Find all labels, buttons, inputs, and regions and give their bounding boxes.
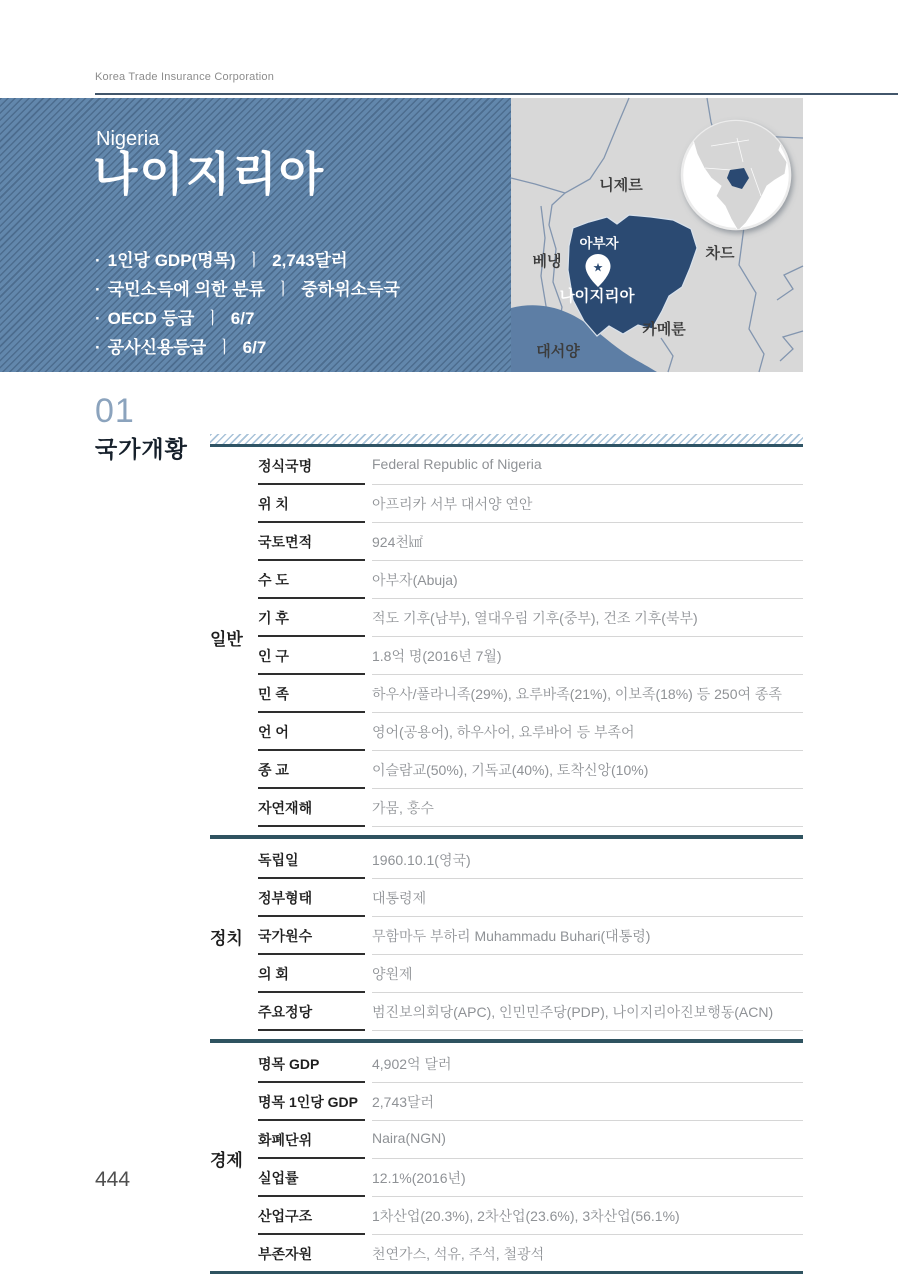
row-value: 아부자(Abuja) bbox=[372, 561, 803, 599]
row-value: 무함마두 부하리 Muhammadu Buhari(대통령) bbox=[372, 917, 803, 955]
label-atlantic: 대서양 bbox=[536, 343, 580, 360]
label-country: 나이지리아 bbox=[559, 288, 635, 305]
row-label: 수 도 bbox=[258, 561, 365, 599]
table-row bbox=[258, 1159, 803, 1197]
row-label: 언 어 bbox=[258, 713, 365, 751]
row-label: 위 치 bbox=[258, 485, 365, 523]
table-row bbox=[258, 1045, 803, 1083]
table-row bbox=[258, 1083, 803, 1121]
table-row bbox=[258, 1197, 803, 1235]
bullet-mark: · bbox=[95, 338, 101, 357]
indicator-label: OECD 등급 bbox=[107, 309, 195, 328]
table-row bbox=[258, 841, 803, 879]
label-niger: 니제르 bbox=[599, 177, 643, 194]
row-value: 12.1%(2016년) bbox=[372, 1159, 803, 1197]
indicator-value: 2,743달러 bbox=[272, 251, 348, 270]
group-politics bbox=[210, 841, 803, 1031]
divider-mark: ㅣ bbox=[245, 251, 263, 270]
row-value: 양원제 bbox=[372, 955, 803, 993]
indicator-label: 국민소득에 의한 분류 bbox=[107, 280, 265, 299]
label-cameroon: 카메룬 bbox=[642, 321, 686, 338]
row-value: Naira(NGN) bbox=[372, 1121, 803, 1159]
divider-mark: ㅣ bbox=[274, 280, 292, 299]
indicator-value: 중하위소득국 bbox=[301, 280, 400, 299]
table-row bbox=[258, 789, 803, 827]
row-value: 가뭄, 홍수 bbox=[372, 789, 803, 827]
row-value: Federal Republic of Nigeria bbox=[372, 447, 803, 485]
row-label: 명목 1인당 GDP bbox=[258, 1083, 365, 1121]
row-label: 산업구조 bbox=[258, 1197, 365, 1235]
table-top-hatch-bar bbox=[210, 434, 803, 447]
bullet-mark: · bbox=[95, 280, 101, 299]
row-value: 대통령제 bbox=[372, 879, 803, 917]
indicator-oecd-grade bbox=[95, 304, 400, 333]
table-row bbox=[258, 447, 803, 485]
indicator-label: 1인당 GDP(명목) bbox=[107, 251, 236, 270]
row-label: 부존자원 bbox=[258, 1246, 313, 1262]
table-row bbox=[258, 751, 803, 789]
row-label: 국가원수 bbox=[258, 917, 365, 955]
group-separator bbox=[210, 1031, 803, 1043]
row-label: 의 회 bbox=[258, 955, 365, 993]
row-value: 이슬람교(50%), 기독교(40%), 토착신앙(10%) bbox=[372, 751, 803, 789]
row-value: 아프리카 서부 대서양 연안 bbox=[372, 485, 803, 523]
indicator-value: 6/7 bbox=[230, 309, 255, 328]
group-economy bbox=[210, 1045, 803, 1271]
row-label: 인 구 bbox=[258, 637, 365, 675]
table-row bbox=[258, 955, 803, 993]
row-label: 정식국명 bbox=[258, 447, 365, 485]
row-label: 종 교 bbox=[258, 751, 365, 789]
row-value: 1차산업(20.3%), 2차산업(23.6%), 3차산업(56.1%) bbox=[372, 1197, 803, 1235]
divider-mark: ㅣ bbox=[204, 309, 221, 328]
table-row bbox=[258, 561, 803, 599]
table-row bbox=[258, 599, 803, 637]
row-value: 범진보의회당(APC), 인민민주당(PDP), 나이지리아진보행동(ACN) bbox=[372, 993, 803, 1031]
organization-name: Korea Trade Insurance Corporation bbox=[95, 71, 275, 83]
table-row bbox=[258, 1235, 803, 1271]
indicator-ksure-grade bbox=[95, 333, 400, 362]
label-chad: 차드 bbox=[705, 245, 735, 262]
row-label: 국토면적 bbox=[258, 523, 365, 561]
divider-mark: ㅣ bbox=[216, 338, 233, 357]
indicator-gdp-per-capita bbox=[95, 246, 400, 275]
bullet-mark: · bbox=[95, 309, 101, 328]
row-value: 영어(공용어), 하우사어, 요루바어 등 부족어 bbox=[372, 713, 803, 751]
table-row bbox=[258, 523, 803, 561]
indicator-value: 6/7 bbox=[242, 338, 267, 357]
row-value: 적도 기후(남부), 열대우림 기후(중부), 건조 기후(북부) bbox=[372, 599, 803, 637]
group-name: 일반 bbox=[210, 629, 243, 649]
group-name: 정치 bbox=[210, 928, 243, 948]
row-value: 924천㎢ bbox=[372, 523, 803, 561]
row-label: 정부형태 bbox=[258, 879, 365, 917]
group-separator bbox=[210, 827, 803, 839]
key-indicator-list bbox=[95, 246, 400, 362]
table-row bbox=[258, 713, 803, 751]
section-title: 국가개황 bbox=[95, 436, 188, 462]
row-value: 1960.10.1(영국) bbox=[372, 841, 803, 879]
row-label: 기 후 bbox=[258, 599, 365, 637]
label-benin: 베냉 bbox=[532, 253, 562, 270]
row-label: 민 족 bbox=[258, 675, 365, 713]
table-row bbox=[258, 993, 803, 1031]
page-number: 444 bbox=[95, 1168, 131, 1191]
table-row bbox=[258, 1121, 803, 1159]
row-value: 천연가스, 석유, 주석, 철광석 bbox=[372, 1246, 545, 1262]
row-value: 4,902억 달러 bbox=[372, 1045, 803, 1083]
indicator-label: 공사신용등급 bbox=[107, 338, 207, 357]
table-row bbox=[258, 879, 803, 917]
row-label: 명목 GDP bbox=[258, 1045, 365, 1083]
row-value: 2,743달러 bbox=[372, 1083, 803, 1121]
row-label: 자연재해 bbox=[258, 789, 365, 827]
bullet-mark: · bbox=[95, 251, 101, 270]
table-row bbox=[258, 675, 803, 713]
country-name-en: Nigeria bbox=[96, 128, 160, 150]
row-label: 화폐단위 bbox=[258, 1121, 365, 1159]
row-label: 실업률 bbox=[258, 1159, 365, 1197]
country-name-ko: 나이지리아 bbox=[93, 148, 326, 200]
label-capital: 아부자 bbox=[579, 236, 619, 251]
group-name: 경제 bbox=[210, 1150, 243, 1170]
row-label: 주요정당 bbox=[258, 993, 365, 1031]
location-map bbox=[511, 98, 803, 372]
group-general bbox=[210, 447, 803, 827]
indicator-income-class bbox=[95, 275, 400, 304]
table-row bbox=[258, 637, 803, 675]
section-number: 01 bbox=[95, 392, 135, 430]
header-divider-line bbox=[95, 93, 898, 95]
svg-text:★: ★ bbox=[592, 260, 604, 275]
row-label: 독립일 bbox=[258, 841, 365, 879]
country-overview-table bbox=[210, 434, 803, 1274]
row-value: 1.8억 명(2016년 7월) bbox=[372, 637, 803, 675]
table-row bbox=[258, 485, 803, 523]
table-row bbox=[258, 917, 803, 955]
row-value: 하우사/풀라니족(29%), 요루바족(21%), 이보족(18%) 등 250여 종족 bbox=[372, 675, 803, 713]
